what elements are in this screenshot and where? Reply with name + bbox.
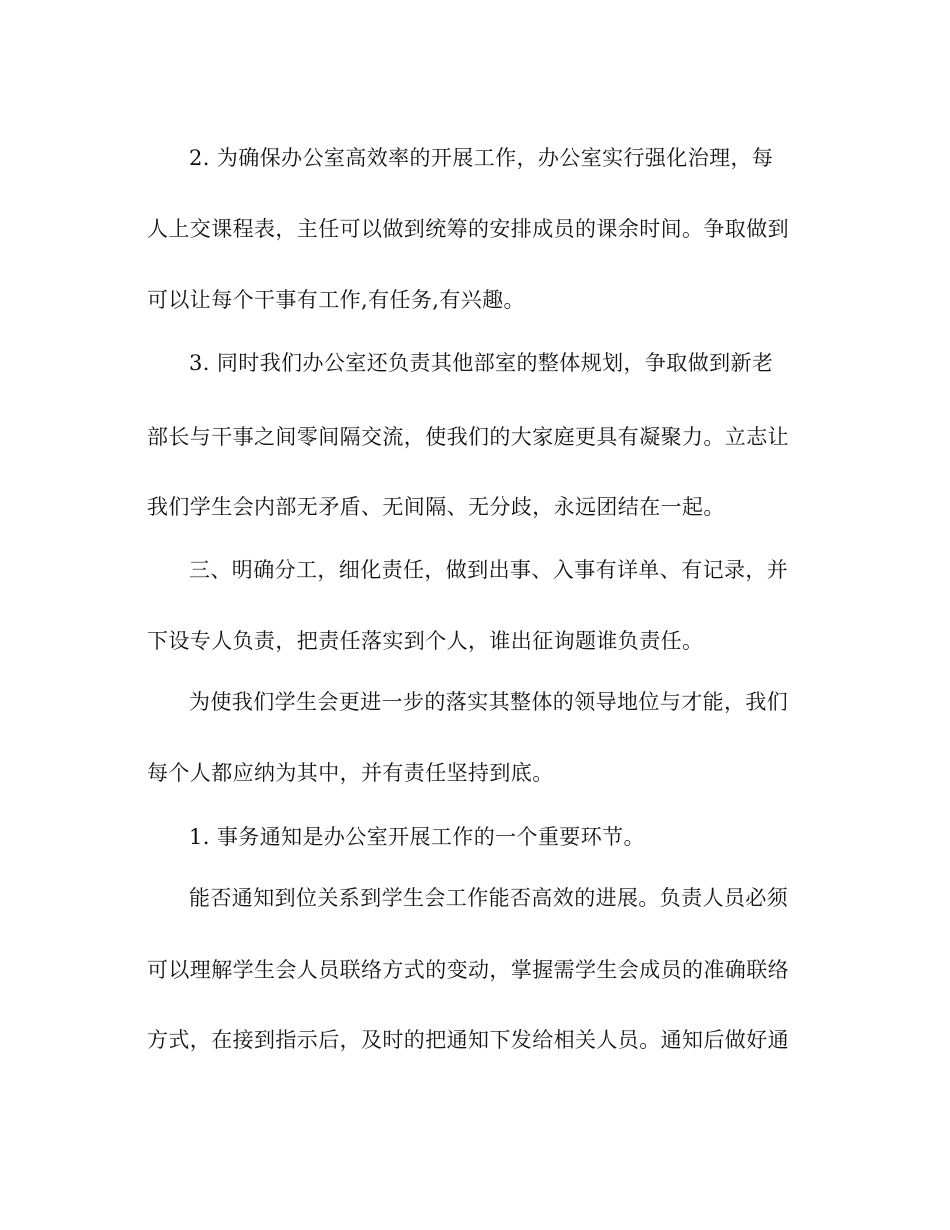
paragraph-line: 方式，在接到指示后，及时的把通知下发给相关人员。通知后做好通 xyxy=(147,1028,789,1052)
paragraph-line: 三、明确分工，细化责任，做到出事、入事有详单、有记录，并 xyxy=(189,558,789,582)
paragraph-line: 可以让每个干事有工作,有任务,有兴趣。 xyxy=(147,288,525,312)
paragraph-line: 为使我们学生会更进一步的落实其整体的领导地位与才能，我们 xyxy=(189,690,789,714)
paragraph-line: 可以理解学生会人员联络方式的变动，掌握需学生会成员的准确联络 xyxy=(147,958,789,982)
paragraph-line: 能否通知到位关系到学生会工作能否高效的进展。负责人员必须 xyxy=(189,886,789,910)
paragraph-line: 我们学生会内部无矛盾、无间隔、无分歧，永远团结在一起。 xyxy=(147,495,725,519)
paragraph-line: 2. 为确保办公室高效率的开展工作，办公室实行强化治理，每 xyxy=(189,146,774,170)
paragraph-line: 部长与干事之间零间隔交流，使我们的大家庭更具有凝聚力。立志让 xyxy=(147,425,789,449)
paragraph-line: 每个人都应纳为其中，并有责任坚持到底。 xyxy=(147,761,554,785)
paragraph-line: 3. 同时我们办公室还负责其他部室的整体规划，争取做到新老 xyxy=(189,351,774,375)
paragraph-line: 1. 事务通知是办公室开展工作的一个重要环节。 xyxy=(189,825,645,849)
paragraph-line: 下设专人负责，把责任落实到个人，谁出征询题谁负责任。 xyxy=(147,629,704,653)
paragraph-line: 人上交课程表，主任可以做到统筹的安排成员的课余时间。争取做到 xyxy=(147,217,789,241)
